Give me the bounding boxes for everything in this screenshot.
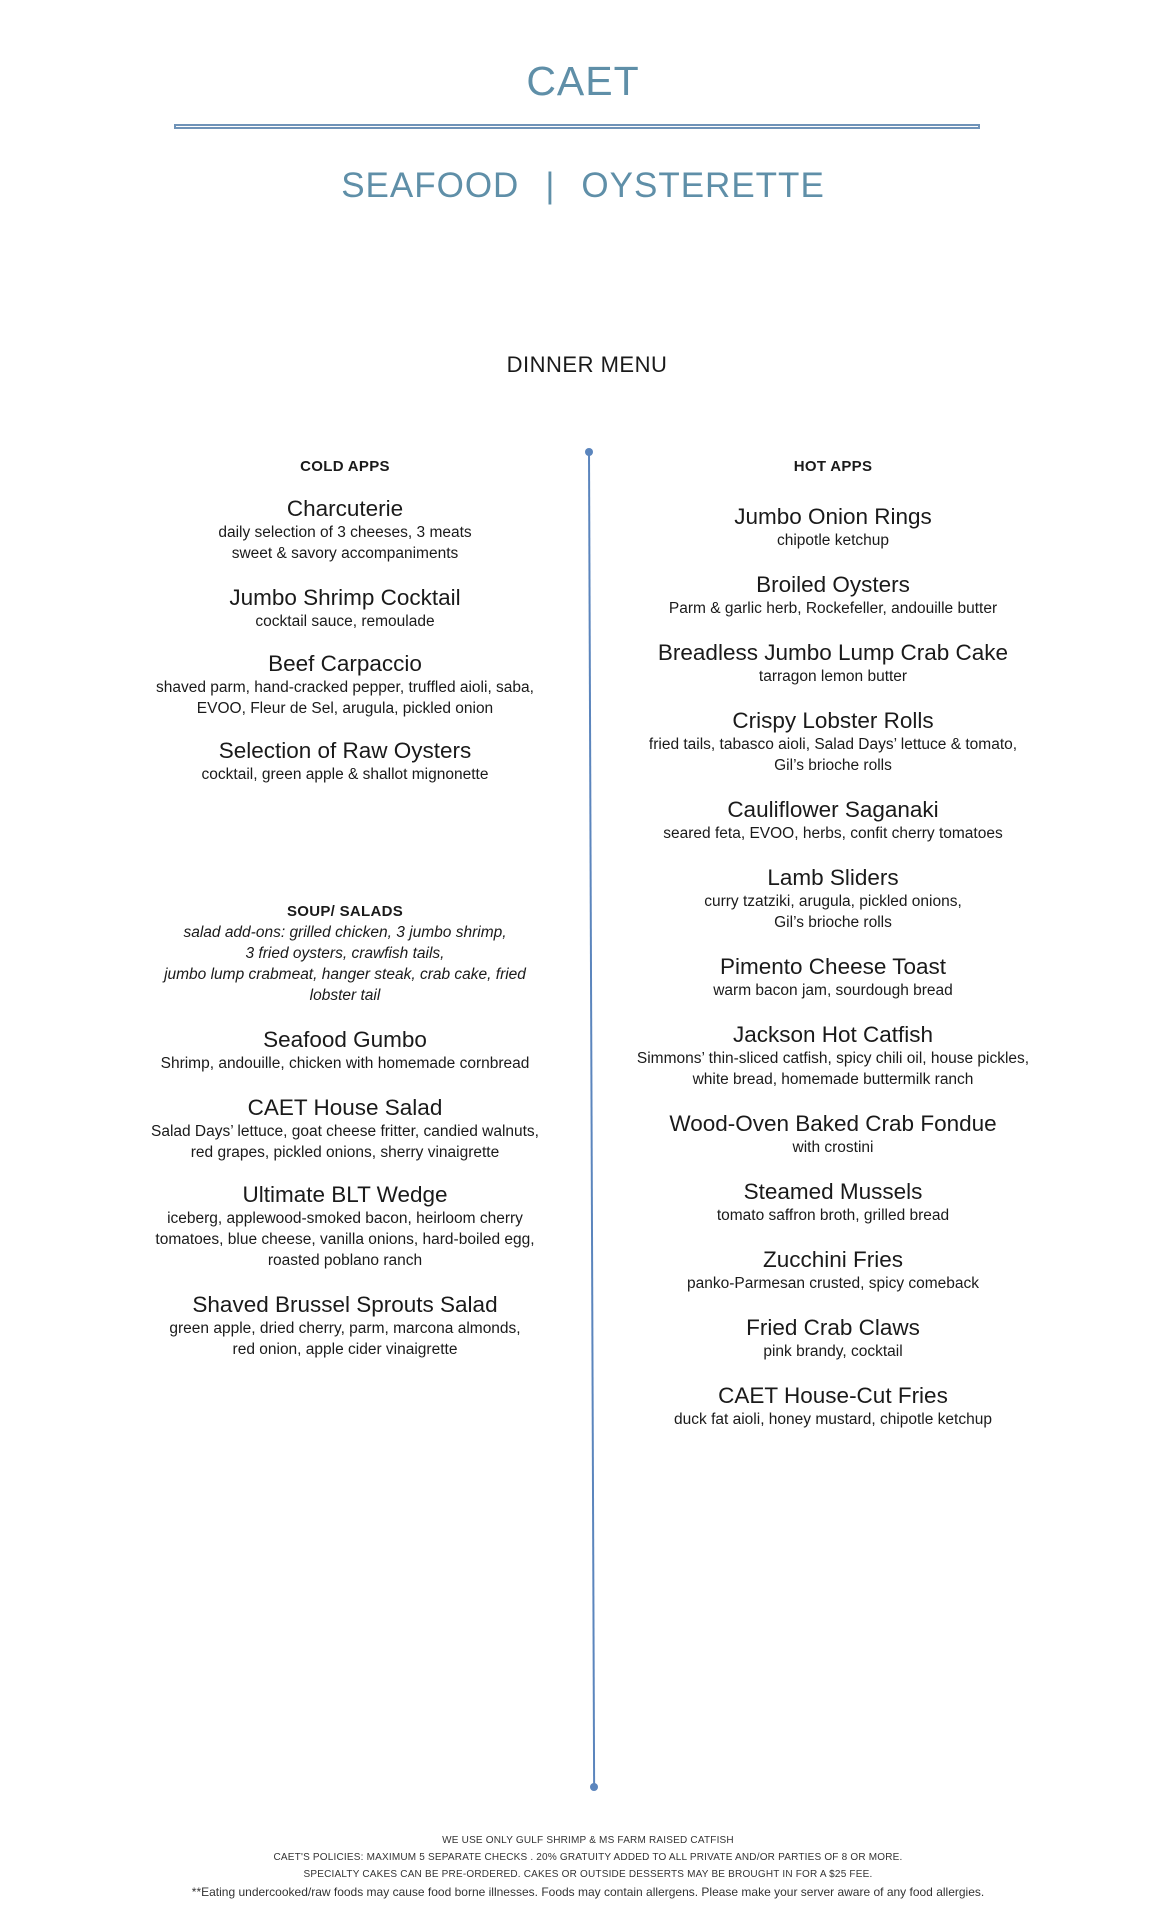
footer-sourcing: WE USE ONLY GULF SHRIMP & MS FARM RAISED CATFISH xyxy=(442,1835,734,1846)
salad-addons-line: salad add-ons: grilled chicken, 3 jumbo shrimp, xyxy=(183,924,507,941)
footer-cakes: SPECIALTY CAKES CAN BE PRE-ORDERED. CAKES OR OUTSIDE DESSERTS MAY BE BROUGHT IN FOR A $25 FEE. xyxy=(303,1869,873,1880)
menu-item-description: daily selection of 3 cheeses, 3 meats xyxy=(218,524,472,541)
menu-item-name: Jumbo Shrimp Cocktail xyxy=(229,585,461,610)
soup-salads-heading: SOUP/ SALADS xyxy=(286,903,404,920)
menu-item-name: Broiled Oysters xyxy=(756,572,910,597)
menu-item-description: curry tzatziki, arugula, pickled onions, xyxy=(704,893,962,910)
menu-item xyxy=(608,571,1058,619)
menu-item-name: CAET House Salad xyxy=(247,1095,443,1120)
menu-item-description: Salad Days’ lettuce, goat cheese fritter, candied walnuts, xyxy=(150,1123,539,1140)
menu-item xyxy=(130,737,560,785)
salad-addons-line: 3 fried oysters, crawfish tails, xyxy=(245,945,445,962)
menu-item xyxy=(608,1246,1058,1294)
menu-title: DINNER MENU xyxy=(506,352,668,377)
divider-bottom-dot xyxy=(590,1783,598,1791)
hot-apps-heading: HOT APPS xyxy=(793,458,873,475)
menu-item-name: Ultimate BLT Wedge xyxy=(242,1182,448,1207)
menu-item-description: Shrimp, andouille, chicken with homemade cornbread xyxy=(160,1055,530,1072)
hot-apps-list xyxy=(608,503,1058,1430)
menu-item xyxy=(608,796,1058,844)
menu-item-name: CAET House-Cut Fries xyxy=(718,1383,948,1408)
menu-item xyxy=(130,495,560,564)
menu-item-description: Gil’s brioche rolls xyxy=(774,914,892,931)
menu-item-name: Lamb Sliders xyxy=(767,865,899,890)
menu-item-description: tomatoes, blue cheese, vanilla onions, hard-boiled egg, xyxy=(155,1231,535,1248)
menu-item-description: red grapes, pickled onions, sherry vinaigrette xyxy=(190,1144,500,1161)
menu-item-description: Gil’s brioche rolls xyxy=(774,757,892,774)
menu-item-name: Charcuterie xyxy=(286,496,404,521)
menu-item-description: green apple, dried cherry, parm, marcona almonds, xyxy=(169,1320,521,1337)
menu-item-description: cocktail, green apple & shallot mignonette xyxy=(201,766,489,783)
menu-item-description: pink brandy, cocktail xyxy=(763,1343,903,1360)
menu-item-name: Jumbo Onion Rings xyxy=(734,504,932,529)
menu-item xyxy=(608,864,1058,933)
menu-item-name: Cauliflower Saganaki xyxy=(727,797,939,822)
menu-item-description: shaved parm, hand-cracked pepper, truffled aioli, saba, xyxy=(156,679,534,696)
menu-item-name: Selection of Raw Oysters xyxy=(218,738,472,763)
divider-top-dot xyxy=(585,448,593,456)
menu-item xyxy=(130,1181,560,1271)
column-divider xyxy=(588,452,595,1790)
cold-apps-heading: COLD APPS xyxy=(300,458,390,475)
salad-addons-note xyxy=(130,922,560,1006)
menu-item xyxy=(608,1382,1058,1430)
menu-item-name: Breadless Jumbo Lump Crab Cake xyxy=(657,640,1009,665)
menu-item-description: tomato saffron broth, grilled bread xyxy=(716,1207,950,1224)
menu-item-description: warm bacon jam, sourdough bread xyxy=(713,982,953,999)
menu-item-name: Pimento Cheese Toast xyxy=(720,954,946,979)
brand-title: CAET xyxy=(526,58,640,104)
menu-item xyxy=(608,503,1058,551)
menu-item xyxy=(608,707,1058,776)
menu-item-name: Steamed Mussels xyxy=(743,1179,923,1204)
menu-item-description: red onion, apple cider vinaigrette xyxy=(232,1341,458,1358)
menu-item xyxy=(130,1291,560,1360)
soup-salads-list xyxy=(130,1026,560,1360)
menu-item-description: EVOO, Fleur de Sel, arugula, pickled onion xyxy=(196,700,494,717)
hot-apps-section xyxy=(608,458,1058,1430)
menu-item-name: Zucchini Fries xyxy=(762,1247,904,1272)
menu-item-description: fried tails, tabasco aioli, Salad Days’ lettuce & tomato, xyxy=(648,736,1018,753)
menu-item xyxy=(130,1094,560,1163)
menu-item xyxy=(608,953,1058,1001)
cold-apps-section xyxy=(130,458,560,785)
menu-item-description: sweet & savory accompaniments xyxy=(231,545,459,562)
subtitle-oysterette: OYSTERETTE xyxy=(581,166,825,205)
menu-item-description: cocktail sauce, remoulade xyxy=(255,613,435,630)
subtitle-seafood: SEAFOOD xyxy=(341,166,520,205)
menu-item-description: iceberg, applewood-smoked bacon, heirloom cherry xyxy=(167,1210,523,1227)
menu-item-description: Parm & garlic herb, Rockefeller, andouille butter xyxy=(668,600,998,617)
menu-item xyxy=(608,1178,1058,1226)
salad-addons-line: jumbo lump crabmeat, hanger steak, crab cake, fried xyxy=(164,966,526,983)
menu-item xyxy=(608,1021,1058,1090)
menu-item-description: chipotle ketchup xyxy=(776,532,890,549)
subtitle xyxy=(0,166,1166,206)
salad-addons-line: lobster tail xyxy=(309,987,381,1004)
menu-item xyxy=(608,639,1058,687)
menu-item-description: white bread, homemade buttermilk ranch xyxy=(692,1071,974,1088)
subtitle-separator: | xyxy=(545,166,556,205)
menu-item xyxy=(130,1026,560,1074)
menu-item xyxy=(130,584,560,632)
menu-item-name: Fried Crab Claws xyxy=(746,1315,920,1340)
footer-allergy-warning: **Eating undercooked/raw foods may cause food borne illnesses. Foods may contain allergens. Please make your server aware of any food allergies. xyxy=(191,1885,985,1899)
menu-item-name: Crispy Lobster Rolls xyxy=(732,708,934,733)
menu-item-description: duck fat aioli, honey mustard, chipotle ketchup xyxy=(674,1411,992,1428)
menu-item xyxy=(608,1314,1058,1362)
menu-item xyxy=(130,650,560,719)
menu-item-description: Simmons’ thin-sliced catfish, spicy chili oil, house pickles, xyxy=(636,1050,1030,1067)
soup-salads-section xyxy=(130,903,560,1360)
menu-item-name: Seafood Gumbo xyxy=(263,1027,427,1052)
menu-item-name: Jackson Hot Catfish xyxy=(732,1022,934,1047)
menu-item-description: seared feta, EVOO, herbs, confit cherry tomatoes xyxy=(663,825,1003,842)
menu-item-name: Beef Carpaccio xyxy=(268,651,422,676)
menu-item-name: Wood-Oven Baked Crab Fondue xyxy=(669,1111,997,1136)
cold-apps-list xyxy=(130,495,560,785)
menu-item-name: Shaved Brussel Sprouts Salad xyxy=(192,1292,498,1317)
footer-policies: CAET'S POLICIES: MAXIMUM 5 SEPARATE CHECKS . 20% GRATUITY ADDED TO ALL PRIVATE AND/OR PARTIES OF 8 OR MORE. xyxy=(273,1852,903,1863)
menu-item-description: with crostini xyxy=(792,1139,874,1156)
menu-item-description: panko-Parmesan crusted, spicy comeback xyxy=(686,1275,980,1292)
header-rule xyxy=(174,124,980,129)
menu-item-description: tarragon lemon butter xyxy=(758,668,908,685)
footer xyxy=(0,1832,1166,1901)
menu-item-description: roasted poblano ranch xyxy=(267,1252,423,1269)
menu-item xyxy=(608,1110,1058,1158)
